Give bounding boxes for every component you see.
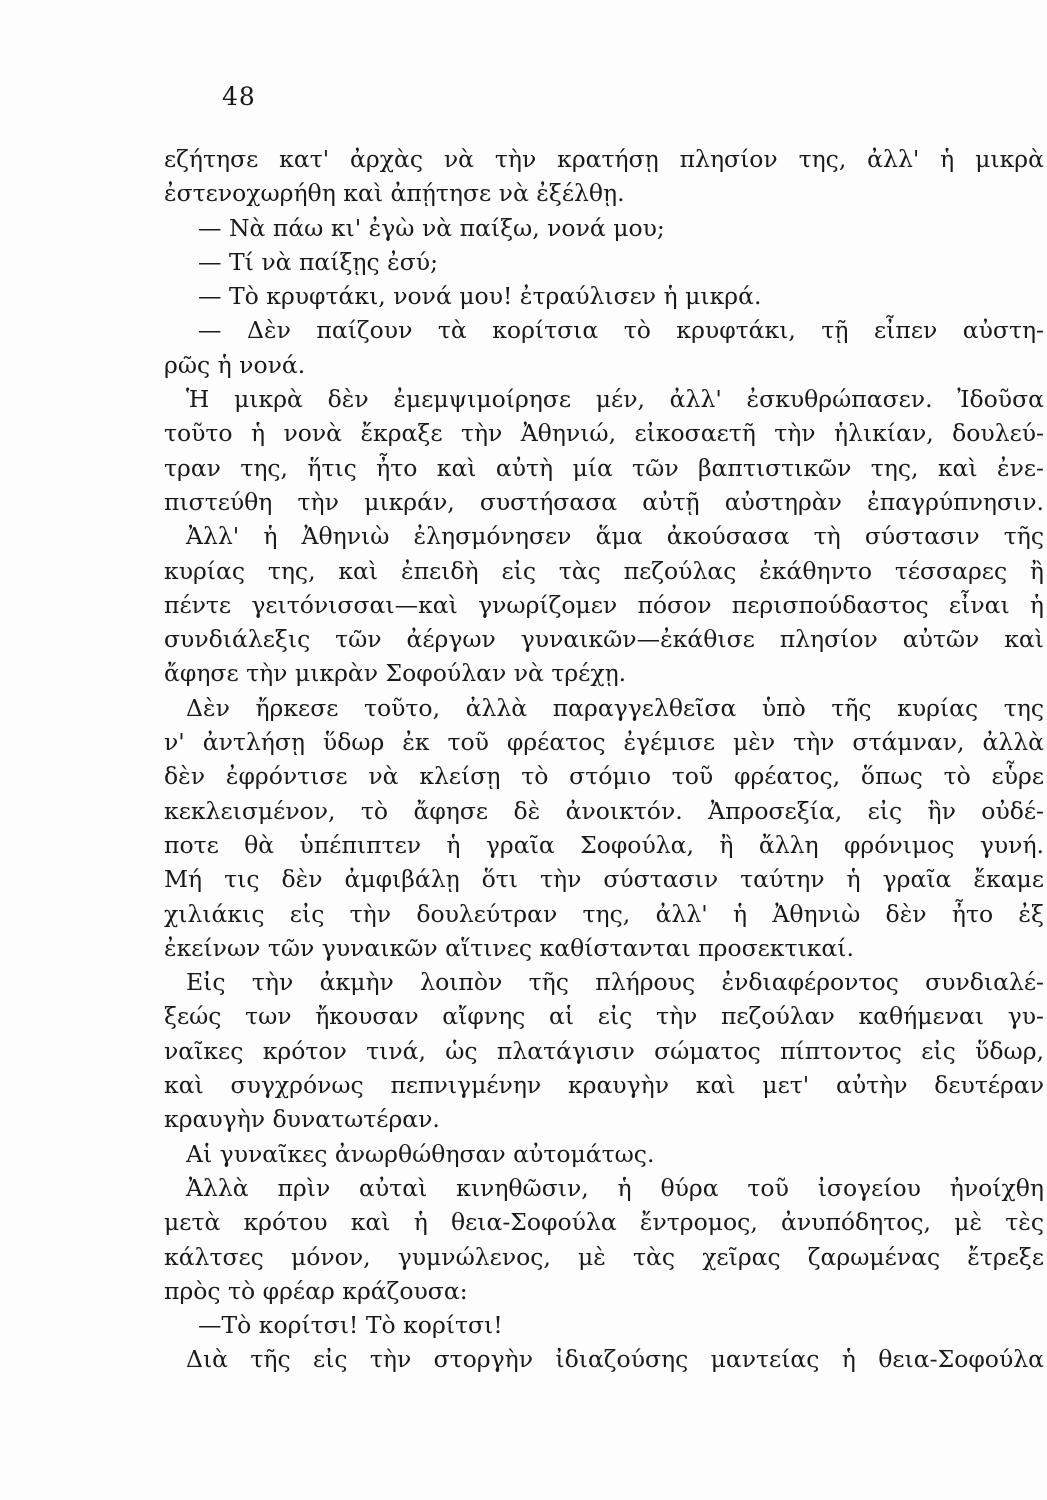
text-line: ν' ἀντλήσῃ ὕδωρ ἐκ τοῦ φρέατος ἐγέμισε μὲν τὴν στάμναν, ἀλλὰ: [164, 728, 1044, 757]
text-line: Ἀλλ' ἡ Ἀθηνιὼ ἐλησμόνησεν ἅμα ἀκούσασα τὴ σύστασιν τῆς: [186, 522, 1044, 551]
body-text: [164, 142, 1044, 1377]
text-line: —Τὸ κορίτσι! Τὸ κορίτσι!: [198, 1311, 503, 1340]
text-line: ποτε θὰ ὑπέπιπτεν ἡ γραῖα Σοφούλα, ἢ ἄλλη φρόνιμος γυνή.: [164, 830, 1044, 859]
text-line: τοῦτο ἡ νονὰ ἔκραξε τὴν Ἀθηνιώ, εἰκοσαετῆ τὴν ἡλικίαν, δουλεύ-: [164, 419, 1044, 448]
text-line: Ἡ μικρὰ δὲν ἐμεμψιμοίρησε μέν, ἀλλ' ἐσκυθρώπασεν. Ἰδοῦσα: [186, 385, 1044, 414]
text-line: κάλτσες μόνον, γυμνώλενος, μὲ τὰς χεῖρας ζαρωμένας ἔτρεξε: [164, 1242, 1044, 1271]
text-line: κεκλεισμένον, τὸ ἄφησε δὲ ἀνοικτόν. Ἀπροσεξία, εἰς ἣν οὐδέ-: [164, 796, 1044, 825]
text-line: δὲν ἐφρόντισε νὰ κλείσῃ τὸ στόμιο τοῦ φρέατος, ὅπως τὸ εὗρε: [164, 762, 1044, 791]
text-line: ἐκείνων τῶν γυναικῶν αἵτινες καθίστανται προσεκτικαί.: [164, 933, 854, 962]
text-line: ἄφησε τὴν μικρὰν Σοφούλαν νὰ τρέχῃ.: [164, 659, 627, 688]
text-line: πρὸς τὸ φρέαρ κράζουσα:: [164, 1276, 468, 1305]
text-line: κυρίας της, καὶ ἐπειδὴ εἰς τὰς πεζούλας ἐκάθηντο τέσσαρες ἢ: [164, 556, 1044, 585]
text-line: ναῖκες κρότον τινά, ὡς πλατάγισιν σώματος πίπτοντος εἰς ὕδωρ,: [164, 1036, 1044, 1065]
text-line: τραν της, ἥτις ἦτο καὶ αὐτὴ μία τῶν βαπτιστικῶν της, καὶ ἐνε-: [164, 453, 1044, 482]
text-line: Εἰς τὴν ἀκμὴν λοιπὸν τῆς πλήρους ἐνδιαφέροντος συνδιαλέ-: [186, 968, 1044, 997]
text-line: συνδιάλεξις τῶν ἀέργων γυναικῶν—ἐκάθισε πλησίον αὐτῶν καὶ: [164, 625, 1044, 654]
text-line: Μή τις δὲν ἀμφιβάλῃ ὅτι τὴν σύστασιν ταύτην ἡ γραῖα ἔκαμε: [164, 865, 1044, 894]
text-line: Αἱ γυναῖκες ἀνωρθώθησαν αὐτομάτως.: [186, 1139, 655, 1168]
text-line: πέντε γειτόνισσαι—καὶ γνωρίζομεν πόσον περισπούδαστος εἶναι ἡ: [164, 590, 1044, 619]
page-number: 48: [222, 82, 256, 111]
text-line: — Δὲν παίζουν τὰ κορίτσια τὸ κρυφτάκι, τῇ εἶπεν αὐστη-: [198, 316, 1044, 345]
text-line: — Τὸ κρυφτάκι, νονά μου! ἐτραύλισεν ἡ μικρά.: [198, 282, 762, 311]
text-line: — Τί νὰ παίξῃς ἐσύ;: [198, 247, 438, 276]
text-line: εζήτησε κατ' ἀρχὰς νὰ τὴν κρατήσῃ πλησίον της, ἀλλ' ἡ μικρὰ: [164, 145, 1044, 173]
text-line: μετὰ κρότου καὶ ἡ θεια-Σοφούλα ἔντρομος, ἀνυπόδητος, μὲ τὲς: [164, 1208, 1044, 1237]
text-line: Δὲν ἤρκεσε τοῦτο, ἀλλὰ παραγγελθεῖσα ὑπὸ τῆς κυρίας της: [186, 693, 1044, 722]
text-line: κραυγὴν δυνατωτέραν.: [164, 1105, 440, 1134]
text-line: Ἀλλὰ πρὶν αὐταὶ κινηθῶσιν, ἡ θύρα τοῦ ἰσογείου ἠνοίχθη: [186, 1173, 1044, 1202]
text-line: καὶ συγχρόνως πεπνιγμένην κραυγὴν καὶ μετ' αὐτὴν δευτέραν: [164, 1071, 1044, 1100]
text-line: — Νὰ πάω κι' ἐγὼ νὰ παίξω, νονά μου;: [198, 213, 665, 242]
text-line: Διὰ τῆς εἰς τὴν στοργὴν ἰδιαζούσης μαντείας ἡ θεια-Σοφούλα: [186, 1345, 1044, 1374]
text-line: πιστεύθη τὴν μικράν, συστήσασα αὐτῇ αὐστηρὰν ἐπαγρύπνησιν.: [164, 487, 1044, 516]
text-line: ρῶς ἡ νονά.: [164, 350, 306, 379]
text-line: χιλιάκις εἰς τὴν δουλεύτραν της, ἀλλ' ἡ Ἀθηνιὼ δὲν ἦτο ἐξ: [164, 899, 1044, 928]
text-line: ἐστενοχωρήθη καὶ ἀπῄτησε νὰ ἐξέλθῃ.: [164, 179, 625, 208]
text-line: ξεώς των ἤκουσαν αἴφνης αἱ εἰς τὴν πεζούλαν καθήμεναι γυ-: [164, 1002, 1044, 1031]
